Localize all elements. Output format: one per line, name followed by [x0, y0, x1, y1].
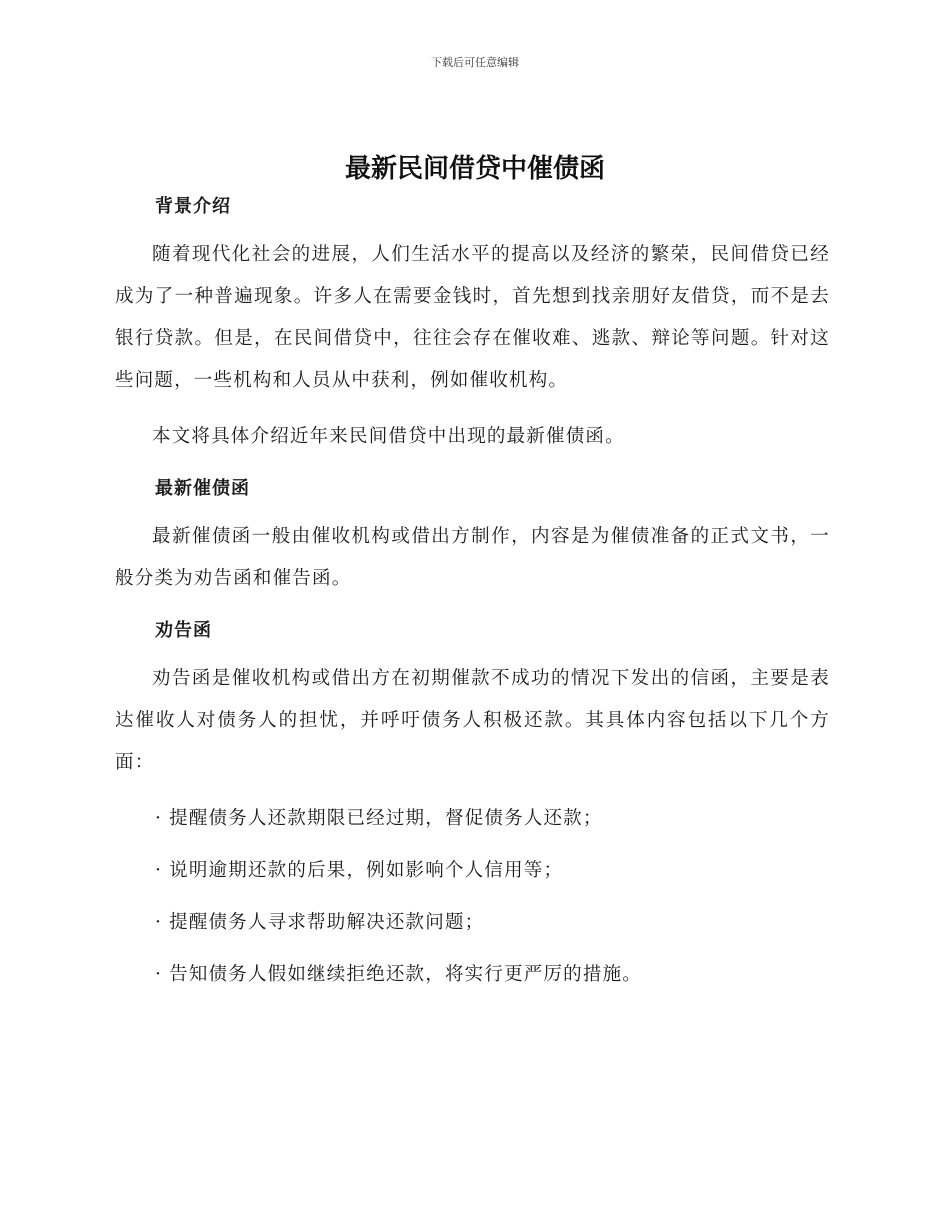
section-heading-background: 背景介绍	[155, 196, 231, 217]
section-heading-latest: 最新催债函	[155, 478, 250, 499]
list-item: · 说明逾期还款的后果，例如影响个人信用等；	[155, 860, 564, 881]
list-item: · 提醒债务人还款期限已经过期，督促债务人还款；	[155, 808, 603, 829]
list-item: · 提醒债务人寻求帮助解决还款问题；	[155, 912, 485, 933]
page-header: 下载后可任意编辑	[431, 56, 519, 69]
paragraph-background-2: 本文将具体介绍近年来民间借贷中出现的最新催债函。	[152, 426, 625, 447]
list-item: · 告知债务人假如继续拒绝还款，将实行更严厉的措施。	[155, 964, 642, 985]
document-body	[115, 190, 830, 996]
paragraph-latest-1: 最新催债函一般由催收机构或借出方制作，内容是为催债准备的正式文书，一般分类为劝告函和催告函。	[115, 526, 830, 589]
document-title: 最新民间借贷中催债函	[344, 154, 605, 184]
paragraph-background-1: 随着现代化社会的进展，人们生活水平的提高以及经济的繁荣，民间借贷已经成为了一种普遍现象。许多人在需要金钱时，首先想到找亲朋好友借贷，而不是去银行贷款。但是，在民间借贷中，往往会存在催收难、逃款、辩论等问题。针对这些问题，一些机构和人员从中获利，例如催收机构。	[115, 244, 830, 391]
paragraph-advice-1: 劝告函是催收机构或借出方在初期催款不成功的情况下发出的信函，主要是表达催收人对债务人的担忧，并呼吁债务人积极还款。其具体内容包括以下几个方面：	[115, 668, 830, 773]
section-heading-advice: 劝告函	[155, 620, 212, 641]
